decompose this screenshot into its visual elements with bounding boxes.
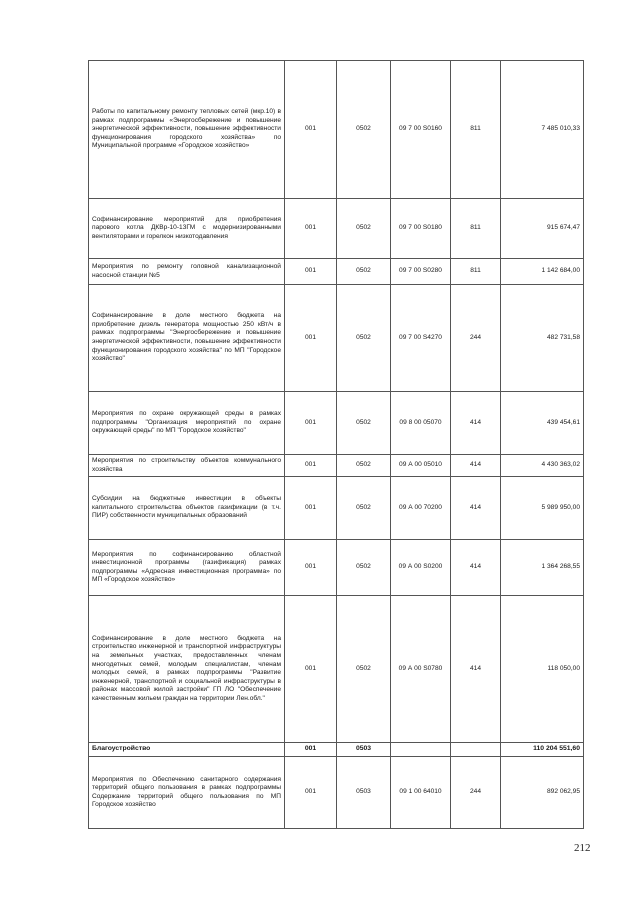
section-code: 0502 [337, 596, 391, 743]
target-article-code [391, 743, 451, 757]
agency-code: 001 [285, 596, 337, 743]
table-row [89, 61, 584, 199]
expense-type-code: 414 [451, 392, 501, 455]
row-description: Мероприятия по ремонту головной канализационной насосной станции №5 [89, 259, 285, 285]
row-description: Софинансирование мероприятий для приобретения парового котла ДКВр-10-13ГМ с модернизированными вентиляторами и горелкон низкотодавления [89, 199, 285, 259]
expense-type-code: 811 [451, 199, 501, 259]
agency-code: 001 [285, 392, 337, 455]
expense-type-code [451, 743, 501, 757]
target-article-code: 09 А 00 05010 [391, 455, 451, 477]
row-description: Софинансирование в доле местного бюджета на строительство инженерной и транспортной инфраструктуры на земельных участках, предоставленных членам многодетных семей, молодым специалистам, членам молодых семей, в рамках подпрограммы "Развитие инженерной, транспортной и социальной инфраструктуры в районах массовой жилой застройки" ГП ЛО "Обеспечение качественным жильем граждан на территории Лен.обл." [89, 596, 285, 743]
section-code: 0502 [337, 392, 391, 455]
expense-type-code: 244 [451, 285, 501, 392]
section-row [89, 743, 584, 757]
budget-table [88, 60, 584, 829]
row-description: Мероприятия по Обеспечению санитарного содержания территорий общего пользования в рамках подпрограммы Содержание территорий общего пользования по МП Городское хозяйство [89, 757, 285, 829]
amount: 118 050,00 [501, 596, 584, 743]
expense-type-code: 811 [451, 259, 501, 285]
section-code: 0503 [337, 757, 391, 829]
section-code: 0502 [337, 199, 391, 259]
target-article-code: 09 7 00 S0280 [391, 259, 451, 285]
expense-type-code: 414 [451, 455, 501, 477]
amount: 1 142 684,00 [501, 259, 584, 285]
section-code: 0502 [337, 259, 391, 285]
table-row [89, 540, 584, 596]
section-code: 0502 [337, 285, 391, 392]
table-row [89, 477, 584, 540]
expense-type-code: 414 [451, 596, 501, 743]
agency-code: 001 [285, 540, 337, 596]
section-code: 0503 [337, 743, 391, 757]
expense-type-code: 244 [451, 757, 501, 829]
agency-code: 001 [285, 757, 337, 829]
agency-code: 001 [285, 455, 337, 477]
agency-code: 001 [285, 743, 337, 757]
row-description: Субсидии на бюджетные инвестиции в объекты капитального строительства объектов газификации (в т.ч. ПИР) собственности муниципальных образований [89, 477, 285, 540]
amount: 4 430 363,02 [501, 455, 584, 477]
target-article-code: 09 1 00 64010 [391, 757, 451, 829]
amount: 892 062,95 [501, 757, 584, 829]
table-row [89, 757, 584, 829]
amount: 915 674,47 [501, 199, 584, 259]
section-code: 0502 [337, 477, 391, 540]
section-code: 0502 [337, 540, 391, 596]
agency-code: 001 [285, 259, 337, 285]
table-row [89, 285, 584, 392]
target-article-code: 09 А 00 S0780 [391, 596, 451, 743]
amount: 7 485 010,33 [501, 61, 584, 199]
row-description: Мероприятия по софинансированию областной инвестиционной программы (газификация) рамках подпрограммы «Адресная инвестиционная программа» по МП «Городское хозяйство» [89, 540, 285, 596]
agency-code: 001 [285, 285, 337, 392]
row-description: Работы по капитальному ремонту тепловых сетей (мкр.10) в рамках подпрограммы «Энергосбережение и повышение энергетической эффективности, повышение эффективности функционирования городского хозяйства» по Муниципальной программе «Городское хозяйство» [89, 61, 285, 199]
row-description: Мероприятия по охране окружающей среды в рамках подпрограммы "Организация мероприятий по охране окружающей среды" по МП "Городское хозяйство" [89, 392, 285, 455]
amount: 1 364 268,55 [501, 540, 584, 596]
table-row [89, 259, 584, 285]
section-title: Благоустройство [89, 743, 285, 757]
target-article-code: 09 7 00 S0180 [391, 199, 451, 259]
expense-type-code: 811 [451, 61, 501, 199]
target-article-code: 09 А 00 S0200 [391, 540, 451, 596]
amount: 482 731,58 [501, 285, 584, 392]
section-total: 110 204 551,60 [501, 743, 584, 757]
target-article-code: 09 8 00 05070 [391, 392, 451, 455]
page-number: 212 [574, 842, 591, 854]
table-row [89, 392, 584, 455]
target-article-code: 09 7 00 S0160 [391, 61, 451, 199]
expense-type-code: 414 [451, 540, 501, 596]
agency-code: 001 [285, 61, 337, 199]
section-code: 0502 [337, 455, 391, 477]
amount: 5 989 950,00 [501, 477, 584, 540]
target-article-code: 09 А 00 70200 [391, 477, 451, 540]
amount: 439 454,61 [501, 392, 584, 455]
agency-code: 001 [285, 477, 337, 540]
table-row [89, 199, 584, 259]
target-article-code: 09 7 00 S4270 [391, 285, 451, 392]
section-code: 0502 [337, 61, 391, 199]
agency-code: 001 [285, 199, 337, 259]
row-description: Софинансирование в доле местного бюджета на приобретение дизель генератора мощностью 250 кВт/ч в рамках подпрограммы "Энергосбережение и повышение энергетической эффективности, повышение эффективности функционирования городского хозяйства" по МП "Городское хозяйство" [89, 285, 285, 392]
row-description: Мероприятия по строительству объектов коммунального хозяйства [89, 455, 285, 477]
expense-type-code: 414 [451, 477, 501, 540]
table-row [89, 455, 584, 477]
table-row [89, 596, 584, 743]
